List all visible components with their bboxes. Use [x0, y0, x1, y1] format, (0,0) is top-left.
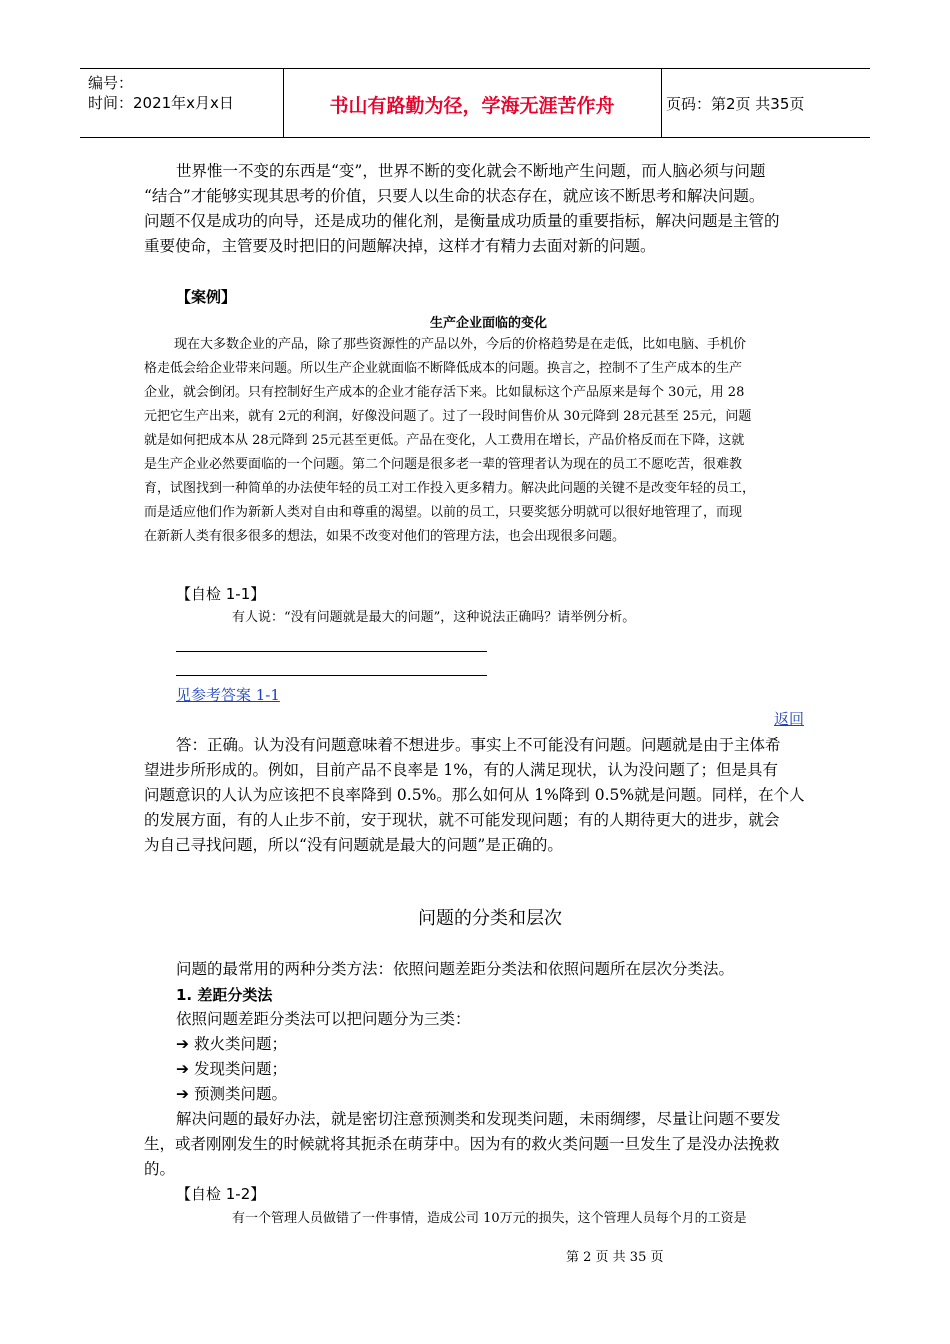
selfcheck2-question: 有一个管理人员做错了一件事情，造成公司 10万元的损失，这个管理人员每个月的工资是: [232, 1211, 747, 1226]
case-line: 是生产企业必然要面临的一个问题。第二个问题是很多老一辈的管理者认为现在的员工不愿吃苦，很难教: [144, 457, 743, 472]
answer-blank-line: [176, 651, 487, 652]
section-para-line: 生，或者刚刚发生的时候就将其扼杀在萌芽中。因为有的救火类问题一旦发生了是没办法挽救: [144, 1135, 780, 1153]
answer-line: 问题意识的人认为应该把不良率降到 0.5%。那么如何从 1%降到 0.5%就是问题。同样，在个人: [144, 786, 805, 804]
section-title: 问题的分类和层次: [418, 908, 562, 929]
section-para-line: 解决问题的最好办法，就是密切注意预测类和发现类问题，未雨绸缪，尽量让问题不要发: [176, 1110, 781, 1128]
return-link[interactable]: 返回: [774, 710, 805, 728]
selfcheck2-label: 【自检 1-2】: [176, 1185, 266, 1203]
arrow-right-icon: ➔: [176, 1085, 189, 1103]
section-subtitle: 1. 差距分类法: [176, 986, 273, 1004]
page-footer: 第 2 页 共 35 页: [566, 1250, 664, 1265]
number-label: 编号：: [88, 74, 134, 92]
case-label: 【案例】: [176, 288, 237, 306]
intro-line: 问题不仅是成功的向导，还是成功的催化剂，是衡量成功质量的重要指标，解决问题是主管的: [144, 212, 780, 230]
answer-line: 答：正确。认为没有问题意味着不想进步。事实上不可能没有问题。问题就是由于主体希: [176, 736, 781, 754]
answer-line: 望进步所形成的。例如，目前产品不良率是 1%，有的人满足现状，认为没问题了；但是具有: [144, 761, 779, 779]
header-page-label: 页码：第2页 共35页: [666, 95, 805, 113]
section-intro: 问题的最常用的两种分类方法：依照问题差距分类法和依照问题所在层次分类法。: [176, 960, 735, 978]
case-line: 在新新人类有很多很多的想法，如果不改变对他们的管理方法，也会出现很多问题。: [144, 529, 626, 544]
reference-answer-link[interactable]: 见参考答案 1-1: [176, 686, 280, 704]
list-item-text: 发现类问题；: [193, 1060, 287, 1078]
answer-blank-line: [176, 675, 487, 676]
case-line: 现在大多数企业的产品，除了那些资源性的产品以外，今后的价格趋势是在走低，比如电脑、手机价: [174, 337, 747, 352]
arrow-right-icon: ➔: [176, 1035, 189, 1053]
case-line: 企业，就会倒闭。只有控制好生产成本的企业才能存活下来。比如鼠标这个产品原来是每个 30元，用 28: [144, 385, 745, 400]
answer-line: 的发展方面，有的人止步不前，安于现状，就不可能发现问题；有的人期待更大的进步，就会: [144, 811, 780, 829]
list-item-text: 救火类问题；: [193, 1035, 287, 1053]
case-line: 育，试图找到一种简单的办法使年轻的员工对工作投入更多精力。解决此问题的关键不是改变年轻的员工，: [144, 481, 756, 496]
case-title: 生产企业面临的变化: [430, 316, 548, 331]
intro-line: 世界惟一不变的东西是“变”，世界不断的变化就会不断地产生问题，而人脑必须与问题: [176, 162, 766, 180]
case-line: 就是如何把成本从 28元降到 25元甚至更低。产品在变化，人工费用在增长，产品价格反而在下降，这就: [144, 433, 745, 448]
page-header: [80, 68, 870, 138]
header-motto: 书山有路勤为径，学海无涯苦作舟: [329, 95, 615, 117]
header-meta: [88, 73, 234, 113]
selfcheck1-question: 有人说：“没有问题就是最大的问题”，这种说法正确吗？请举例分析。: [232, 610, 636, 625]
list-item: [176, 1082, 287, 1107]
section-subintro: 依照问题差距分类法可以把问题分为三类：: [176, 1010, 471, 1028]
section-para-line: 的。: [144, 1160, 176, 1178]
time-label: 时间：2021年x月x日: [88, 94, 234, 112]
list-item: [176, 1032, 287, 1057]
header-divider: [661, 69, 662, 137]
case-line: 元把它生产出来，就有 2元的利润，好像没问题了。过了一段时间售价从 30元降到 28元甚至 25元，问题: [144, 409, 752, 424]
case-line: 而是适应他们作为新新人类对自由和尊重的渴望。以前的员工，只要奖惩分明就可以很好地管理了，而现: [144, 505, 743, 520]
intro-line: “结合”才能够实现其思考的价值，只要人以生命的状态存在，就应该不断思考和解决问题。: [144, 187, 765, 205]
arrow-right-icon: ➔: [176, 1060, 189, 1078]
list-item: [176, 1057, 287, 1082]
list-item-text: 预测类问题。: [193, 1085, 287, 1103]
case-line: 格走低会给企业带来问题。所以生产企业就面临不断降低成本的问题。换言之，控制不了生产成本的生产: [144, 361, 743, 376]
answer-line: 为自己寻找问题，所以“没有问题就是最大的问题”是正确的。: [144, 836, 563, 854]
intro-line: 重要使命，主管要及时把旧的问题解决掉，这样才有精力去面对新的问题。: [144, 237, 656, 255]
selfcheck1-label: 【自检 1-1】: [176, 585, 266, 603]
